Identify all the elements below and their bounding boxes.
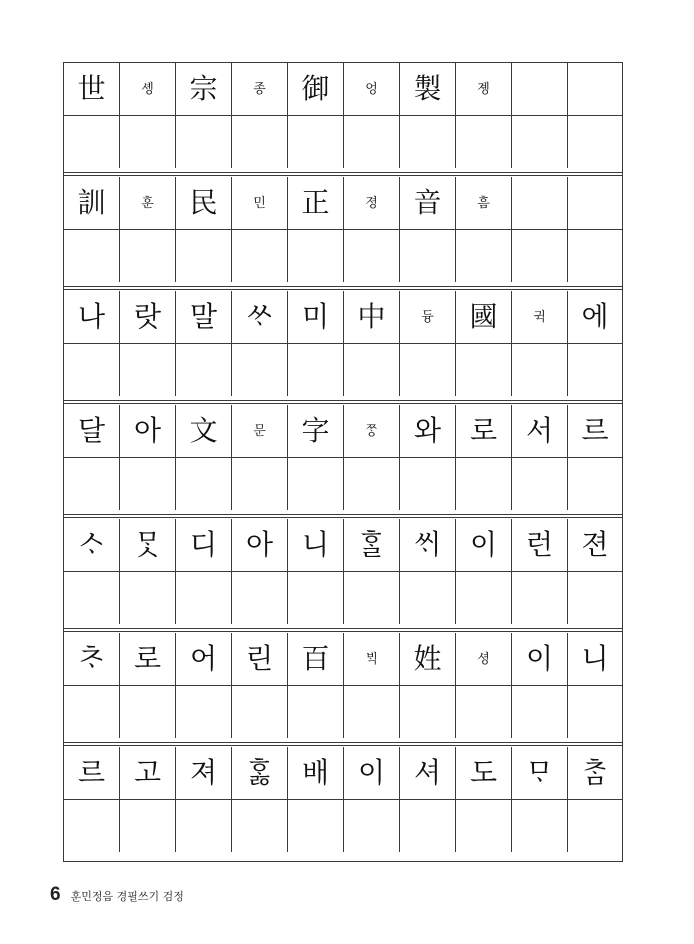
practice-writing-cell [288, 344, 344, 396]
model-character-cell: 字 [288, 405, 344, 457]
practice-writing-cell [176, 458, 232, 510]
model-character-cell: 고 [120, 747, 176, 799]
model-character-cell: 미 [288, 291, 344, 343]
model-character-cell: 귁 [512, 291, 568, 343]
practice-writing-cell [512, 572, 568, 624]
practice-writing-cell [64, 572, 120, 624]
practice-writing-cell [400, 230, 456, 282]
model-character-cell: 와 [400, 405, 456, 457]
model-character-cell: 音 [400, 177, 456, 229]
practice-block [64, 405, 622, 510]
block-separator [64, 172, 622, 176]
model-character-cell: 르 [64, 747, 120, 799]
model-character-cell: 世 [64, 63, 120, 115]
model-character-cell: 졍 [344, 177, 400, 229]
practice-writing-cell [456, 458, 512, 510]
practice-row [64, 800, 622, 852]
practice-writing-cell [512, 458, 568, 510]
practice-writing-cell [120, 572, 176, 624]
model-character-cell [568, 63, 622, 115]
model-character-cell: 민 [232, 177, 288, 229]
practice-writing-cell [344, 572, 400, 624]
model-character-cell [512, 63, 568, 115]
practice-writing-cell [568, 116, 622, 168]
practice-writing-cell [400, 572, 456, 624]
practice-writing-cell [120, 686, 176, 738]
practice-block [64, 177, 622, 282]
model-character-cell: ᄆᆞ [512, 747, 568, 799]
model-character-cell: ᄊᆡ [400, 519, 456, 571]
practice-writing-cell [568, 572, 622, 624]
practice-writing-cell [176, 116, 232, 168]
model-text-row [64, 519, 622, 572]
model-text-row [64, 177, 622, 230]
practice-writing-cell [176, 686, 232, 738]
practice-writing-cell [456, 116, 512, 168]
practice-writing-cell [120, 230, 176, 282]
book-title: 훈민정음 경필쓰기 검정 [70, 890, 184, 903]
practice-writing-cell [456, 344, 512, 396]
practice-writing-cell [288, 800, 344, 852]
model-character-cell: 디 [176, 519, 232, 571]
model-character-cell: 姓 [400, 633, 456, 685]
practice-writing-cell [232, 458, 288, 510]
model-character-cell: 에 [581, 300, 609, 333]
model-character-cell: ᄍᆞᆼ [344, 405, 400, 457]
practice-writing-cell [176, 344, 232, 396]
model-character-cell: 르 [581, 414, 609, 447]
model-character-cell: 린 [232, 633, 288, 685]
practice-writing-cell [64, 458, 120, 510]
model-character-cell: 셔 [400, 747, 456, 799]
model-character-cell: ᄇᆡᆨ [344, 633, 400, 685]
practice-row [64, 458, 622, 510]
model-character-cell: 이 [456, 519, 512, 571]
practice-writing-cell [288, 230, 344, 282]
model-character-cell: ᄊᆞ [232, 291, 288, 343]
practice-writing-cell [120, 458, 176, 510]
model-character-cell: 배 [288, 747, 344, 799]
model-character-cell: 正 [288, 177, 344, 229]
practice-writing-cell [512, 344, 568, 396]
practice-writing-cell [568, 230, 622, 282]
model-character-cell: 文 [176, 405, 232, 457]
practice-writing-cell [512, 686, 568, 738]
practice-writing-cell [288, 116, 344, 168]
model-text-row [64, 291, 622, 344]
model-character-cell: 로 [120, 633, 176, 685]
practice-writing-cell [64, 116, 120, 168]
page-number: 6 [50, 884, 61, 905]
model-character-cell: ᄒᆞᆯ [344, 519, 400, 571]
practice-writing-cell [512, 230, 568, 282]
block-separator [64, 286, 622, 290]
practice-row [64, 230, 622, 282]
model-character-cell: 듕 [400, 291, 456, 343]
model-character-cell: 宗 [176, 63, 232, 115]
practice-writing-cell [120, 116, 176, 168]
model-character-cell: 中 [344, 291, 400, 343]
model-character-cell [512, 177, 568, 229]
model-text-row [64, 747, 622, 800]
practice-block [64, 63, 622, 168]
practice-writing-cell [456, 230, 512, 282]
practice-writing-cell [64, 344, 120, 396]
practice-writing-cell [344, 458, 400, 510]
practice-writing-cell [568, 800, 622, 852]
practice-writing-cell [232, 344, 288, 396]
practice-writing-cell [400, 344, 456, 396]
model-character-cell: 니 [581, 642, 609, 675]
model-character-cell: 졩 [456, 63, 512, 115]
practice-writing-cell [456, 572, 512, 624]
practice-block [64, 291, 622, 396]
practice-writing-cell [400, 116, 456, 168]
page-footer [50, 884, 184, 906]
model-character-cell: 이 [512, 633, 568, 685]
practice-writing-cell [64, 800, 120, 852]
model-character-cell: 솅 [120, 63, 176, 115]
model-character-cell [568, 177, 622, 229]
practice-writing-cell [288, 686, 344, 738]
block-separator [64, 514, 622, 518]
practice-row [64, 344, 622, 396]
practice-writing-cell [512, 800, 568, 852]
practice-writing-cell [288, 458, 344, 510]
model-text-row [64, 63, 622, 116]
model-character-cell: 셩 [456, 633, 512, 685]
practice-block [64, 519, 622, 624]
model-character-cell: 랏 [120, 291, 176, 343]
practice-writing-cell [512, 116, 568, 168]
block-separator [64, 628, 622, 632]
practice-writing-cell [568, 686, 622, 738]
practice-writing-cell [120, 344, 176, 396]
model-character-cell: 어 [176, 633, 232, 685]
practice-writing-cell [344, 230, 400, 282]
model-character-cell: 흠 [456, 177, 512, 229]
practice-block [64, 633, 622, 738]
practice-writing-cell [232, 230, 288, 282]
practice-writing-cell [288, 572, 344, 624]
practice-writing-cell [176, 230, 232, 282]
practice-writing-cell [176, 572, 232, 624]
practice-writing-cell [176, 800, 232, 852]
practice-writing-cell [456, 686, 512, 738]
block-separator [64, 400, 622, 404]
practice-writing-cell [400, 458, 456, 510]
model-character-cell: ᄒᆞᇙ [232, 747, 288, 799]
practice-writing-cell [344, 116, 400, 168]
practice-writing-cell [400, 686, 456, 738]
model-character-cell: ᄉᆞ [64, 519, 120, 571]
practice-writing-cell [568, 458, 622, 510]
model-character-cell: 젼 [581, 528, 609, 561]
practice-writing-cell [232, 686, 288, 738]
model-character-cell: 서 [512, 405, 568, 457]
model-character-cell: ᄎᆞ [64, 633, 120, 685]
practice-writing-cell [232, 800, 288, 852]
practice-writing-cell [344, 800, 400, 852]
practice-block [64, 747, 622, 852]
block-separator [64, 742, 622, 746]
practice-writing-cell [344, 686, 400, 738]
model-text-row [64, 633, 622, 686]
model-character-cell: 로 [456, 405, 512, 457]
practice-writing-cell [456, 800, 512, 852]
model-character-cell: 訓 [64, 177, 120, 229]
practice-writing-cell [344, 344, 400, 396]
model-text-row [64, 405, 622, 458]
model-character-cell: 아 [232, 519, 288, 571]
model-character-cell: ᄆᆞᆺ [120, 519, 176, 571]
model-character-cell: 엉 [344, 63, 400, 115]
practice-writing-cell [568, 344, 622, 396]
model-character-cell: 百 [288, 633, 344, 685]
practice-writing-cell [120, 800, 176, 852]
practice-writing-cell [400, 800, 456, 852]
practice-writing-cell [232, 572, 288, 624]
practice-row [64, 686, 622, 738]
model-character-cell: 나 [64, 291, 120, 343]
writing-grid [63, 62, 623, 862]
model-character-cell: 도 [456, 747, 512, 799]
practice-row [64, 116, 622, 168]
practice-writing-cell [64, 230, 120, 282]
model-character-cell: 달 [64, 405, 120, 457]
model-character-cell: 런 [512, 519, 568, 571]
model-character-cell: 훈 [120, 177, 176, 229]
model-character-cell: 니 [288, 519, 344, 571]
practice-writing-cell [232, 116, 288, 168]
model-character-cell: 종 [232, 63, 288, 115]
model-character-cell: 문 [232, 405, 288, 457]
practice-writing-cell [64, 686, 120, 738]
model-character-cell: 製 [400, 63, 456, 115]
model-character-cell: 國 [456, 291, 512, 343]
practice-row [64, 572, 622, 624]
model-character-cell: 말 [176, 291, 232, 343]
model-character-cell: 御 [288, 63, 344, 115]
model-character-cell: 져 [176, 747, 232, 799]
model-character-cell: 이 [344, 747, 400, 799]
model-character-cell: ᄎᆞᆷ [581, 756, 609, 789]
model-character-cell: 民 [176, 177, 232, 229]
model-character-cell: 아 [120, 405, 176, 457]
